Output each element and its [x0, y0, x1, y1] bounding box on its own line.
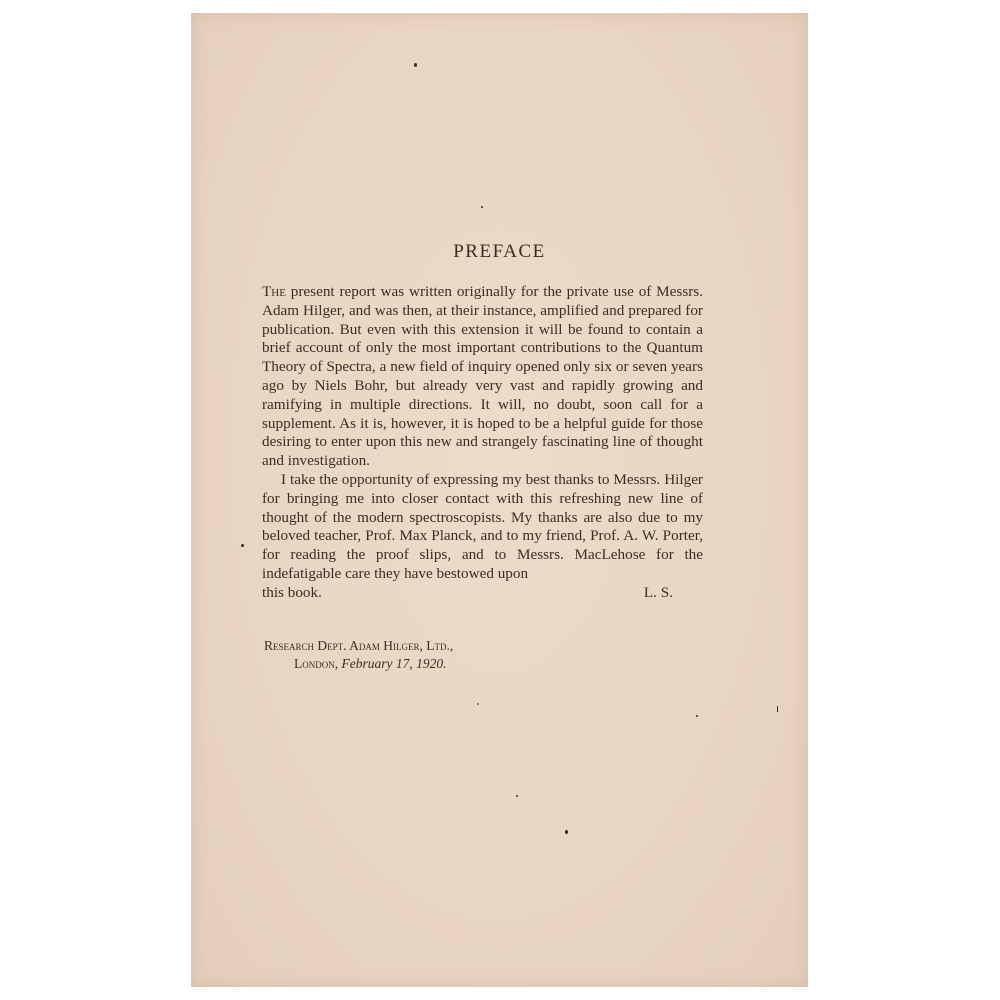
paper-speck [241, 544, 244, 547]
address-line-1: Research Dept. Adam Hilger, Ltd., [264, 638, 454, 653]
preface-paragraph-1 [262, 283, 703, 471]
address-line-2 [264, 655, 453, 673]
paper-speck [414, 63, 417, 67]
closing-line [262, 584, 703, 603]
address-date: February 17, 1920. [341, 656, 447, 671]
paper-speck [477, 703, 479, 705]
paper-speck [516, 795, 518, 797]
paper-speck [565, 830, 568, 834]
page-title: PREFACE [453, 241, 546, 262]
book-page [191, 13, 808, 987]
address-city: London, [294, 656, 339, 671]
lead-word: The [262, 283, 286, 300]
paper-speck [777, 706, 778, 712]
paper-speck [696, 715, 698, 717]
author-initials: L. S. [643, 583, 673, 601]
paragraph-1-text: present report was written originally for the private use of Messrs. Adam Hilger, and was then, at their instance, amplified and prepared for publication. But even with this extension it will be found to contain a brief account of only the most important contributions to the Quantum Theory of Spectra, a new field of inquiry opened only six or seven years ago by Niels Bohr, but already very vast and rapidly growing and ramifying in multiple directions. It will, no doubt, soon call for a supplement. As it is, however, it is hoped to be a helpful guide for those desiring to enter upon this new and strangely fascinating line of thought and investigation. [262, 283, 703, 470]
preface-paragraph-2: I take the opportunity of expressing my best thanks to Messrs. Hilger for bringing me into closer contact with this refreshing new line of thought of the modern spectroscopists. My thanks are also due to my beloved teacher, Prof. Max Planck, and to my friend, Prof. A. W. Porter, for reading the proof slips, and to Messrs. MacLehose for the indefatigable care they have bestowed upon [262, 470, 703, 582]
closing-text: this book. [262, 583, 322, 601]
preface-body [262, 283, 703, 603]
address-block [264, 637, 453, 673]
paper-speck [481, 206, 483, 208]
